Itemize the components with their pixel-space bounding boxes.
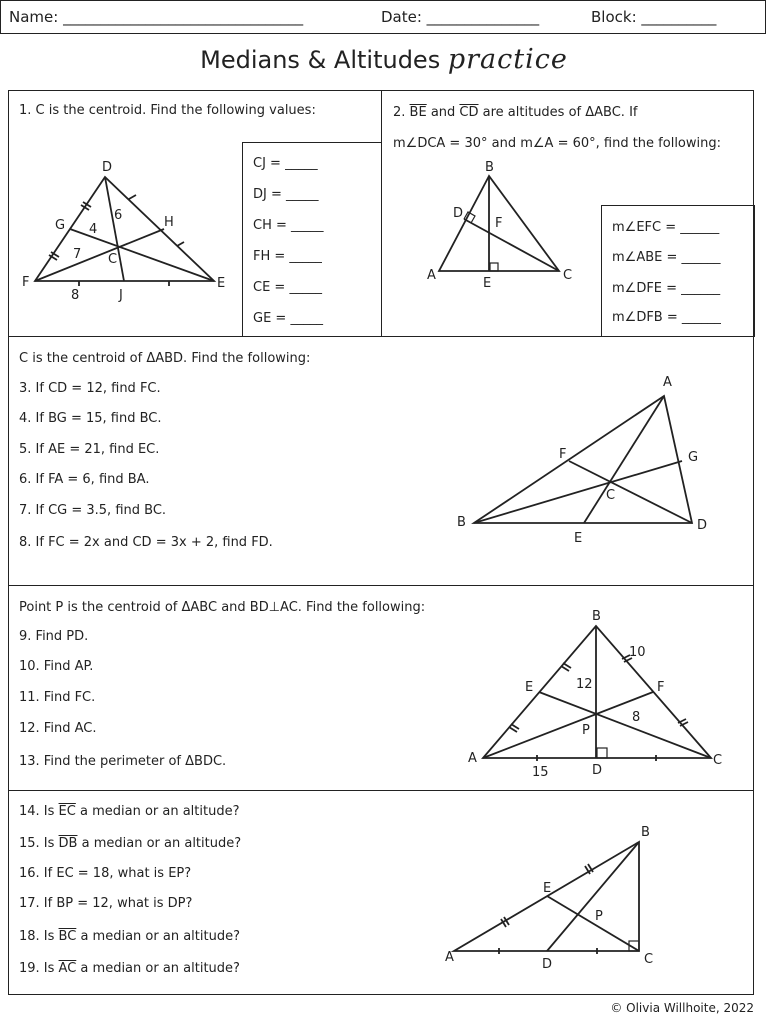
header-bar [0, 0, 766, 34]
page-title [0, 44, 768, 75]
answer-fh: FH = _____ [253, 249, 322, 264]
answer-ch: CH = _____ [253, 218, 324, 233]
question-19: 19. Is $\overline{AC}$ a median or an altitude? [19, 961, 240, 976]
section1-prompt: 1. C is the centroid. Find the following values: [19, 103, 316, 118]
section2-prompt: 2. $\overline{BE}$ and $\overline{CD}$ are altitudes of ΔABC. If [393, 105, 638, 120]
section5-figure [439, 816, 699, 976]
answer-dfb: m∠DFB = ______ [612, 310, 721, 325]
label-b: B [641, 825, 650, 840]
label-b: B [457, 515, 466, 530]
question-12: 12. Find AC. [19, 721, 97, 736]
label-b: B [485, 160, 494, 175]
value-15: 15 [532, 765, 549, 780]
question-3: 3. If CD = 12, find FC. [19, 381, 161, 396]
label-e: E [574, 531, 583, 546]
question-10: 10. Find AP. [19, 659, 94, 674]
section2-figure [409, 161, 609, 291]
answer-ce: CE = _____ [253, 280, 322, 295]
label-c: C [644, 952, 654, 967]
question-4: 4. If BG = 15, find BC. [19, 411, 162, 426]
label-c: C [713, 753, 723, 768]
value-4: 4 [89, 222, 98, 237]
section3-figure [449, 371, 729, 551]
answer-dfe: m∠DFE = ______ [612, 281, 721, 296]
value-7: 7 [73, 247, 82, 262]
value-12: 12 [576, 677, 593, 692]
question-6: 6. If FA = 6, find BA. [19, 472, 150, 487]
question-17: 17. If BP = 12, what is DP? [19, 896, 193, 911]
label-d: D [542, 957, 553, 972]
label-e: E [483, 276, 492, 291]
title-script: practice [447, 44, 568, 75]
question-5: 5. If AE = 21, find EC. [19, 442, 160, 457]
label-c: C [108, 252, 118, 267]
value-10: 10 [629, 645, 646, 660]
block-field-label: Block: __________ [591, 8, 717, 26]
section2-answer-box [601, 205, 755, 337]
answer-efc: m∠EFC = ______ [612, 220, 720, 235]
segment-cd: $\overline{CD}$ [459, 105, 479, 120]
label-a: A [427, 268, 436, 283]
title-main: Medians & Altitudes [200, 46, 441, 74]
name-field-label: Name: ________________________________ [9, 8, 304, 26]
answer-ge: GE = _____ [253, 311, 323, 326]
label-e: E [525, 680, 534, 695]
question-14: 14. Is $\overline{EC}$ a median or an altitude? [19, 804, 240, 819]
label-a: A [468, 751, 477, 766]
answer-cj: CJ = _____ [253, 156, 318, 171]
question-13: 13. Find the perimeter of ΔBDC. [19, 754, 227, 769]
value-8: 8 [632, 710, 641, 725]
label-d: D [697, 518, 708, 533]
label-f: F [657, 680, 665, 695]
section1-figure [9, 151, 239, 301]
label-f: F [495, 216, 503, 231]
question-15: 15. Is $\overline{DB}$ a median or an altitude? [19, 836, 242, 851]
answer-dj: DJ = _____ [253, 187, 319, 202]
label-a: A [663, 375, 672, 390]
label-g: G [55, 218, 66, 233]
question-9: 9. Find PD. [19, 629, 89, 644]
label-f: F [559, 447, 567, 462]
label-g: G [688, 450, 699, 465]
section3-prompt: C is the centroid of ΔABD. Find the following: [19, 351, 311, 366]
question-7: 7. If CG = 3.5, find BC. [19, 503, 167, 518]
section1-answer-box [242, 142, 382, 337]
question-16: 16. If EC = 18, what is EP? [19, 866, 192, 881]
segment-be: $\overline{BE}$ [409, 105, 427, 120]
label-h: H [164, 215, 174, 230]
label-f: F [22, 275, 30, 290]
label-p: P [582, 723, 590, 738]
section4-prompt: Point P is the centroid of ΔABC and BD⊥AC. Find the following: [19, 600, 426, 615]
label-p: P [595, 909, 603, 924]
section2-given: m∠DCA = 30° and m∠A = 60°, find the following: [393, 136, 721, 151]
label-c: C [563, 268, 573, 283]
label-d: D [102, 160, 113, 175]
label-c: C [606, 488, 616, 503]
answer-abe: m∠ABE = ______ [612, 250, 721, 265]
label-e: E [543, 881, 552, 896]
label-b: B [592, 609, 601, 624]
question-18: 18. Is $\overline{BC}$ a median or an altitude? [19, 929, 240, 944]
worksheet-frame [8, 90, 754, 995]
label-e: E [217, 276, 226, 291]
divider-2 [9, 585, 753, 586]
date-field-label: Date: _______________ [381, 8, 540, 26]
value-6: 6 [114, 208, 123, 223]
divider-3 [9, 790, 753, 791]
question-8: 8. If FC = 2x and CD = 3x + 2, find FD. [19, 535, 273, 550]
label-a: A [445, 950, 454, 965]
section4-figure [461, 606, 741, 786]
question-11: 11. Find FC. [19, 690, 96, 705]
label-j: J [119, 288, 123, 303]
label-d: D [453, 206, 464, 221]
label-d: D [592, 763, 603, 778]
value-8: 8 [71, 288, 80, 303]
copyright-footer: © Olivia Willhoite, 2022 [610, 1001, 754, 1015]
